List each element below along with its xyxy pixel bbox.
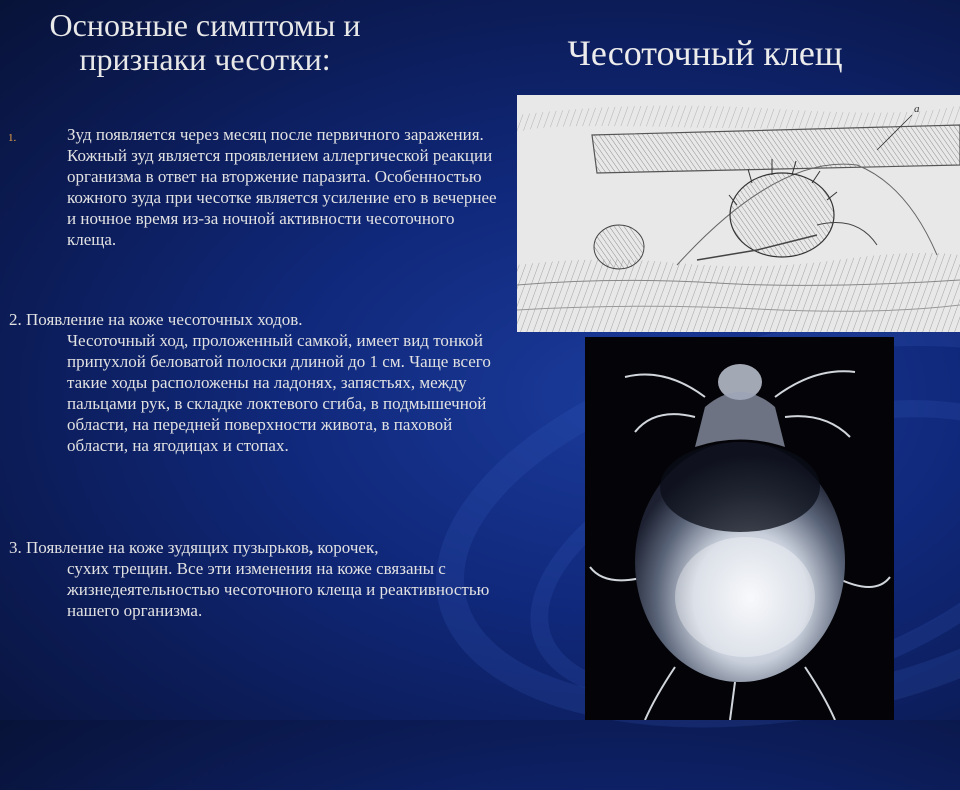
drawing-label-a: а <box>914 103 920 115</box>
symptom-vesicles-comma: , <box>308 538 314 557</box>
list-number-1: 1. <box>8 132 17 144</box>
symptom-burrows-text: Чесоточный ход, проложенный самкой, имеет вид тонкой припухлой беловатой полоски длиной до 1 см. Чаще всего такие ходы расположены на ладонях, запястьях, между пальцами рук, в складке локтевого сгиба, в подмышечной области, на передней поверхности живота, в паховой области, на ягодицах и стопах. <box>67 331 491 455</box>
mite-micrograph-illustration <box>585 337 894 720</box>
mite-burrow-illustration <box>517 95 960 332</box>
slide-title-left: Основные симптомы и признаки чесотки: <box>49 7 361 77</box>
mite-micrograph <box>585 337 894 720</box>
symptom-vesicles-text: сухих трещин. Все эти изменения на коже связаны с жизнедеятельностью чесоточного клеща и реактивностью нашего организма. <box>67 559 490 620</box>
symptom-itch-text: Зуд появляется через месяц после первичного заражения. Кожный зуд является проявлением аллергической реакции организма в ответ на вторжение паразита. Особенностью кожного зуда при чесотке является усиление его в вечернее и ночное время из-за ночной активности чесоточного клеща. <box>67 125 497 249</box>
symptom-vesicles-lead: 3. Появление на коже зудящих пузырьков <box>9 538 309 557</box>
slide-title-right: Чесоточный клещ <box>567 33 843 73</box>
symptom-vesicles-lead-rest: корочек, <box>313 538 379 557</box>
symptom-burrows-lead: 2. Появление на коже чесоточных ходов. <box>9 310 303 329</box>
symptom-vesicles-paragraph <box>9 537 509 621</box>
symptom-burrows-paragraph <box>9 309 509 456</box>
mite-burrow-drawing <box>517 95 960 332</box>
